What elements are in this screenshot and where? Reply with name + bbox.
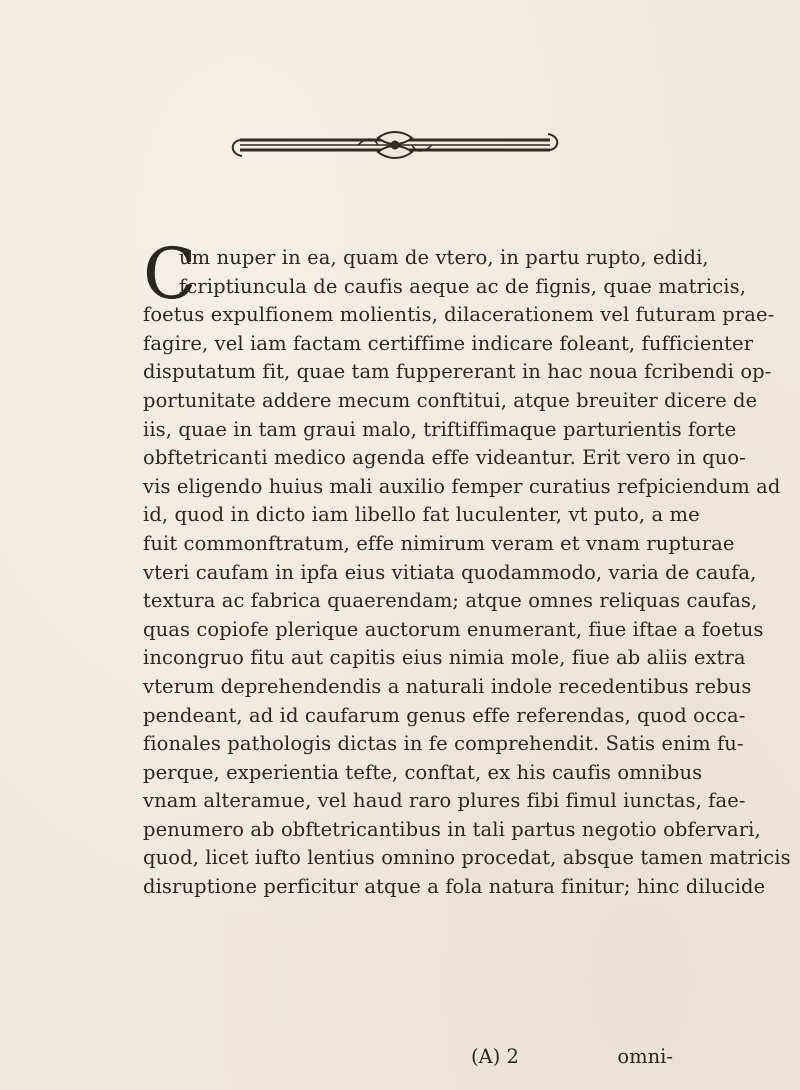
text-line: penumero ab obftetricantibus in tali partus negotio obfervari, [143, 817, 761, 841]
text-line: quas copiofe plerique auctorum enumerant, fiue iftae a foetus [143, 617, 764, 641]
body-text [143, 233, 791, 902]
signature-mark: (A) 2 [471, 1045, 519, 1068]
text-line: fuit commonftratum, effe nimirum veram et vnam rupturae [143, 531, 735, 555]
text-line: disruptione perficitur atque a fola natura finitur; hinc dilucide [143, 875, 766, 899]
drop-cap: C [143, 233, 197, 315]
headpiece-ornament [228, 128, 562, 162]
text-line: vis eligendo huius mali auxilio femper curatius refpiciendum ad [143, 474, 781, 498]
text-line: incongruo fitu aut capitis eius nimia mole, fiue ab aliis extra [143, 646, 746, 670]
text-line: fcriptiuncula de caufis aeque ac de fignis, quae matricis, [179, 274, 747, 298]
text-line: vnam alteramue, vel haud raro plures fibi fimul iunctas, fae- [143, 789, 746, 813]
text-line: disputatum fit, quae tam fuppererant in hac noua fcribendi op- [143, 360, 772, 384]
text-line: vterum deprehendendis a naturali indole recedentibus rebus [143, 674, 752, 698]
text-line: iis, quae in tam graui malo, triftiffimaque parturientis forte [143, 417, 737, 441]
text-line: id, quod in dicto iam libello fat luculenter, vt puto, a me [143, 503, 700, 527]
text-line: perque, experientia tefte, conftat, ex his caufis omnibus [143, 760, 703, 784]
text-line: quod, licet iufto lentius omnino procedat, absque tamen matricis [143, 846, 791, 870]
catchword: omni- [617, 1045, 673, 1068]
text-line: obftetricanti medico agenda effe videantur. Erit vero in quo- [143, 446, 746, 470]
text-line: fagire, vel iam factam certiffime indicare foleant, fufficienter [143, 331, 754, 355]
catchline [143, 1043, 673, 1071]
text-line: um nuper in ea, quam de vtero, in partu rupto, edidi, [179, 246, 709, 269]
text-line: pendeant, ad id caufarum genus effe referendas, quod occa- [143, 703, 746, 727]
text-line: foetus expulfionem molientis, dilacerationem vel futuram prae- [143, 303, 775, 327]
text-line: vteri caufam in ipfa eius vitiata quodammodo, varia de caufa, [143, 560, 757, 584]
text-line: fionales pathologis dictas in fe comprehendit. Satis enim fu- [143, 732, 744, 756]
text-line: portunitate addere mecum conftitui, atque breuiter dicere de [143, 388, 758, 412]
text-line: textura ac fabrica quaerendam; atque omnes reliquas caufas, [143, 589, 758, 613]
